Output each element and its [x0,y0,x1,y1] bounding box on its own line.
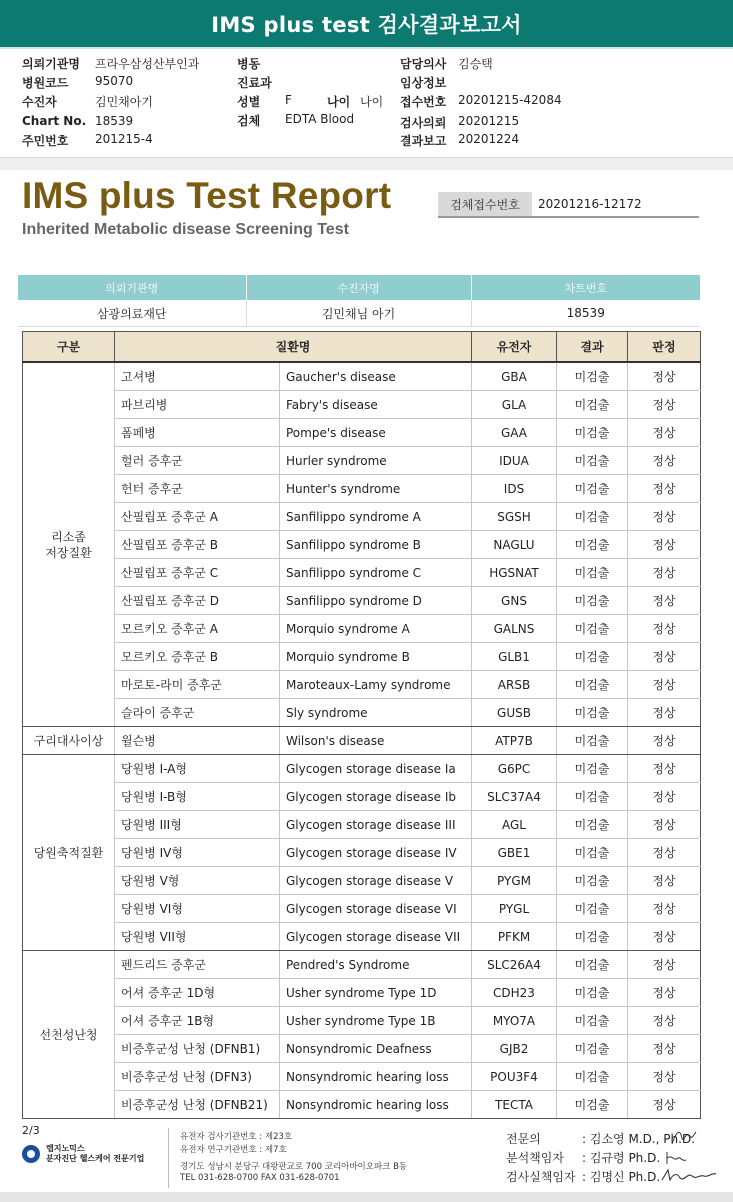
category-cell: 리소좀 저장질환 [23,362,115,727]
age-label: 나이 [327,95,351,109]
table-row [23,755,701,783]
gene-cell: G6PC [472,755,557,783]
table-row [23,1063,701,1091]
disease-english-cell: Glycogen storage disease VII [280,923,472,951]
disease-korean-cell: 헐러 증후군 [115,447,280,475]
gene-cell: GALNS [472,615,557,643]
report-subtitle: Inherited Metabolic disease Screening Test [22,221,349,238]
specimen-number-box [438,192,699,218]
header-divider [0,47,733,49]
result-cell: 미검출 [557,531,628,559]
category-cell: 당원축적질환 [23,755,115,951]
patient-table-header: 차트번호 [471,275,700,300]
doctor-label: 담당의사 [400,57,447,71]
result-cell: 미검출 [557,1063,628,1091]
hospital-code-value: 95070 [95,74,134,88]
result-cell: 미검출 [557,951,628,979]
disease-korean-cell: 헌터 증후군 [115,475,280,503]
disease-korean-cell: 모르키오 증후군 B [115,643,280,671]
gene-cell: HGSNAT [472,559,557,587]
disease-english-cell: Nonsyndromic hearing loss [280,1091,472,1119]
result-cell: 미검출 [557,1007,628,1035]
table-row [23,979,701,1007]
patient-table-header: 의뢰기관명 [18,275,246,300]
company-logo [22,1144,144,1164]
results-header-category: 구분 [23,332,115,363]
judgement-cell: 정상 [628,839,701,867]
company-tagline: 분자진단 헬스케어 전문기업 [46,1154,145,1163]
gene-cell: GBA [472,362,557,391]
table-row [23,727,701,755]
judgement-cell: 정상 [628,783,701,811]
age-value: 나이 [360,95,384,109]
disease-korean-cell: 윌슨병 [115,727,280,755]
company-name: 랩지노믹스 [46,1144,85,1153]
result-cell: 미검출 [557,1091,628,1119]
judgement-cell: 정상 [628,475,701,503]
signer-role: 검사실책임자 [506,1170,576,1184]
disease-english-cell: Glycogen storage disease Ia [280,755,472,783]
gene-cell: CDH23 [472,979,557,1007]
disease-korean-cell: 당원병 I-B형 [115,783,280,811]
signer-role: 전문의 [506,1132,541,1146]
footer-license-1: 유전자 검사기관번호 : 제23호 [180,1132,293,1142]
signer-row [506,1149,660,1166]
judgement-cell: 정상 [628,923,701,951]
judgement-cell: 정상 [628,447,701,475]
judgement-cell: 정상 [628,671,701,699]
result-cell: 미검출 [557,755,628,783]
disease-english-cell: Hunter's syndrome [280,475,472,503]
gene-cell: PFKM [472,923,557,951]
table-row [23,783,701,811]
sex-value: F [285,93,292,107]
judgement-cell: 정상 [628,587,701,615]
disease-english-cell: Usher syndrome Type 1D [280,979,472,1007]
gene-cell: IDS [472,475,557,503]
doctor-value: 김승택 [458,57,493,71]
disease-korean-cell: 모르키오 증후군 A [115,615,280,643]
table-row [23,1007,701,1035]
company-logo-icon [22,1145,40,1163]
gene-cell: GJB2 [472,1035,557,1063]
result-cell: 미검출 [557,587,628,615]
result-cell: 미검출 [557,923,628,951]
disease-korean-cell: 고셔병 [115,362,280,391]
report-header-bar [0,0,733,47]
disease-english-cell: Morquio syndrome B [280,643,472,671]
results-table [22,331,701,1119]
signer-name: : 김명신 Ph.D. [582,1170,661,1184]
table-row [23,839,701,867]
judgement-cell: 정상 [628,362,701,391]
report-date-label: 결과보고 [400,134,447,148]
judgement-cell: 정상 [628,867,701,895]
table-row [23,923,701,951]
judgement-cell: 정상 [628,699,701,727]
results-header-result: 결과 [557,332,628,363]
result-cell: 미검출 [557,615,628,643]
clinical-label: 임상정보 [400,76,447,90]
gene-cell: GLA [472,391,557,419]
judgement-cell: 정상 [628,1007,701,1035]
section-separator [0,157,733,170]
judgement-cell: 정상 [628,979,701,1007]
resident-label: 주민번호 [22,134,69,148]
result-cell: 미검출 [557,699,628,727]
disease-english-cell: Pendred's Syndrome [280,951,472,979]
result-cell: 미검출 [557,391,628,419]
gene-cell: PYGL [472,895,557,923]
table-row [23,951,701,979]
patient-table-cell: 삼광의료재단 [18,300,246,327]
result-cell: 미검출 [557,447,628,475]
table-row [23,419,701,447]
footer-contact: TEL 031-628-0700 FAX 031-628-0701 [180,1173,340,1183]
category-cell: 구리대사이상 [23,727,115,755]
disease-korean-cell: 산필립포 증후군 B [115,531,280,559]
gene-cell: SLC26A4 [472,951,557,979]
sex-label: 성별 [237,95,261,109]
disease-english-cell: Sanfilippo syndrome C [280,559,472,587]
table-row [23,1035,701,1063]
page-bottom-bar [0,1192,733,1202]
disease-english-cell: Morquio syndrome A [280,615,472,643]
table-row [23,895,701,923]
judgement-cell: 정상 [628,727,701,755]
table-row [23,615,701,643]
gene-cell: GBE1 [472,839,557,867]
table-row [23,475,701,503]
disease-english-cell: Nonsyndromic hearing loss [280,1063,472,1091]
specimen-label: 검체 [237,114,261,128]
disease-korean-cell: 당원병 III형 [115,811,280,839]
judgement-cell: 정상 [628,531,701,559]
signer-row [506,1130,695,1147]
page-number: 2/3 [22,1124,40,1137]
judgement-cell: 정상 [628,755,701,783]
signer-role: 분석책임자 [506,1151,564,1165]
report-header-title: IMS plus test 검사결과보고서 [211,12,522,37]
judgement-cell: 정상 [628,559,701,587]
footer-divider [168,1128,169,1188]
disease-korean-cell: 폼페병 [115,419,280,447]
results-header-judgement: 판정 [628,332,701,363]
disease-korean-cell: 슬라이 증후군 [115,699,280,727]
footer-address: 경기도 성남시 분당구 대왕판교로 700 코리아바이오파크 B동 [180,1162,408,1172]
gene-cell: SLC37A4 [472,783,557,811]
table-row [23,503,701,531]
result-cell: 미검출 [557,895,628,923]
disease-korean-cell: 펜드리드 증후군 [115,951,280,979]
dept-label: 진료과 [237,76,272,90]
disease-english-cell: Sanfilippo syndrome D [280,587,472,615]
disease-korean-cell: 파브리병 [115,391,280,419]
gene-cell: ARSB [472,671,557,699]
disease-korean-cell: 당원병 VII형 [115,923,280,951]
result-cell: 미검출 [557,362,628,391]
result-cell: 미검출 [557,643,628,671]
request-value: 20201215 [458,114,520,128]
request-label: 검사의뢰 [400,116,447,130]
table-row [23,699,701,727]
disease-korean-cell: 비증후군성 난청 (DFN3) [115,1063,280,1091]
disease-korean-cell: 산필립포 증후군 A [115,503,280,531]
category-cell: 선천성난청 [23,951,115,1119]
signature-1-icon [668,1124,698,1150]
table-row [23,362,701,391]
result-cell: 미검출 [557,671,628,699]
footer [0,1118,733,1202]
gene-cell: GLB1 [472,643,557,671]
chart-label: Chart No. [22,114,87,128]
disease-korean-cell: 비증후군성 난청 (DFNB1) [115,1035,280,1063]
result-cell: 미검출 [557,867,628,895]
disease-korean-cell: 당원병 IV형 [115,839,280,867]
disease-english-cell: Wilson's disease [280,727,472,755]
gene-cell: GAA [472,419,557,447]
gene-cell: PYGM [472,867,557,895]
disease-english-cell: Sanfilippo syndrome B [280,531,472,559]
gene-cell: GUSB [472,699,557,727]
gene-cell: IDUA [472,447,557,475]
disease-korean-cell: 마로토-라미 증후군 [115,671,280,699]
result-cell: 미검출 [557,419,628,447]
table-row [23,531,701,559]
disease-korean-cell: 비증후군성 난청 (DFNB21) [115,1091,280,1119]
patient-table-header: 수진자명 [246,275,471,300]
signer-row [506,1168,660,1185]
hospital-code-label: 병원코드 [22,76,69,90]
table-row [23,391,701,419]
disease-english-cell: Sanfilippo syndrome A [280,503,472,531]
result-cell: 미검출 [557,979,628,1007]
disease-english-cell: Sly syndrome [280,699,472,727]
disease-korean-cell: 어셔 증후군 1D형 [115,979,280,1007]
disease-korean-cell: 당원병 VI형 [115,895,280,923]
judgement-cell: 정상 [628,503,701,531]
judgement-cell: 정상 [628,391,701,419]
result-cell: 미검출 [557,503,628,531]
judgement-cell: 정상 [628,1035,701,1063]
report-date-value: 20201224 [458,132,520,146]
table-row [23,811,701,839]
resident-value: 201215-4 [95,132,153,146]
table-row [23,643,701,671]
disease-english-cell: Maroteaux-Lamy syndrome [280,671,472,699]
result-cell: 미검출 [557,475,628,503]
table-row [23,867,701,895]
report-title: IMS plus Test Report [22,175,392,216]
gene-cell: MYO7A [472,1007,557,1035]
result-cell: 미검출 [557,559,628,587]
disease-english-cell: Glycogen storage disease VI [280,895,472,923]
results-header-gene: 유전자 [472,332,557,363]
patient-table-cell: 18539 [471,300,700,327]
disease-english-cell: Fabry's disease [280,391,472,419]
judgement-cell: 정상 [628,951,701,979]
judgement-cell: 정상 [628,1063,701,1091]
receipt-value: 20201215-42084 [458,93,562,107]
table-row [23,671,701,699]
judgement-cell: 정상 [628,615,701,643]
disease-korean-cell: 당원병 V형 [115,867,280,895]
specimen-value: EDTA Blood [285,112,355,126]
table-row [23,447,701,475]
footer-license-2: 유전자 연구기관번호 : 제7호 [180,1145,287,1155]
disease-english-cell: Gaucher's disease [280,362,472,391]
table-row [23,587,701,615]
disease-english-cell: Glycogen storage disease V [280,867,472,895]
judgement-cell: 정상 [628,419,701,447]
inst-label: 의뢰기관명 [22,57,80,71]
gene-cell: AGL [472,811,557,839]
result-cell: 미검출 [557,811,628,839]
judgement-cell: 정상 [628,643,701,671]
gene-cell: SGSH [472,503,557,531]
receipt-label: 접수번호 [400,95,447,109]
disease-english-cell: Glycogen storage disease Ib [280,783,472,811]
table-row [23,1091,701,1119]
gene-cell: GNS [472,587,557,615]
specimen-number-value: 20201216-12172 [538,197,642,211]
patient-label: 수진자 [22,95,57,109]
disease-english-cell: Pompe's disease [280,419,472,447]
result-cell: 미검출 [557,839,628,867]
disease-english-cell: Nonsyndromic Deafness [280,1035,472,1063]
patient-value: 김민채아기 [95,95,153,109]
patient-summary-table [18,275,700,327]
inst-value: 프라우삼성산부인과 [95,57,200,71]
disease-english-cell: Glycogen storage disease IV [280,839,472,867]
result-cell: 미검출 [557,783,628,811]
ward-label: 병동 [237,57,261,71]
results-header-disease: 질환명 [115,332,472,363]
gene-cell: ATP7B [472,727,557,755]
judgement-cell: 정상 [628,811,701,839]
judgement-cell: 정상 [628,1091,701,1119]
patient-info-block [0,55,733,155]
chart-value: 18539 [95,114,134,128]
disease-korean-cell: 당원병 I-A형 [115,755,280,783]
disease-korean-cell: 산필립포 증후군 D [115,587,280,615]
disease-korean-cell: 어셔 증후군 1B형 [115,1007,280,1035]
judgement-cell: 정상 [628,895,701,923]
disease-english-cell: Usher syndrome Type 1B [280,1007,472,1035]
gene-cell: NAGLU [472,531,557,559]
signature-3-icon [660,1164,718,1186]
gene-cell: POU3F4 [472,1063,557,1091]
signer-name: : 김소영 M.D., Ph.D. [582,1132,696,1146]
results-body [23,362,701,1119]
result-cell: 미검출 [557,727,628,755]
disease-english-cell: Hurler syndrome [280,447,472,475]
specimen-number-label: 검체접수번호 [438,192,532,216]
patient-table-cell: 김민채님 아기 [246,300,471,327]
signer-name: : 김규령 Ph.D. [582,1151,661,1165]
disease-korean-cell: 산필립포 증후군 C [115,559,280,587]
table-row [23,559,701,587]
gene-cell: TECTA [472,1091,557,1119]
result-cell: 미검출 [557,1035,628,1063]
disease-english-cell: Glycogen storage disease III [280,811,472,839]
